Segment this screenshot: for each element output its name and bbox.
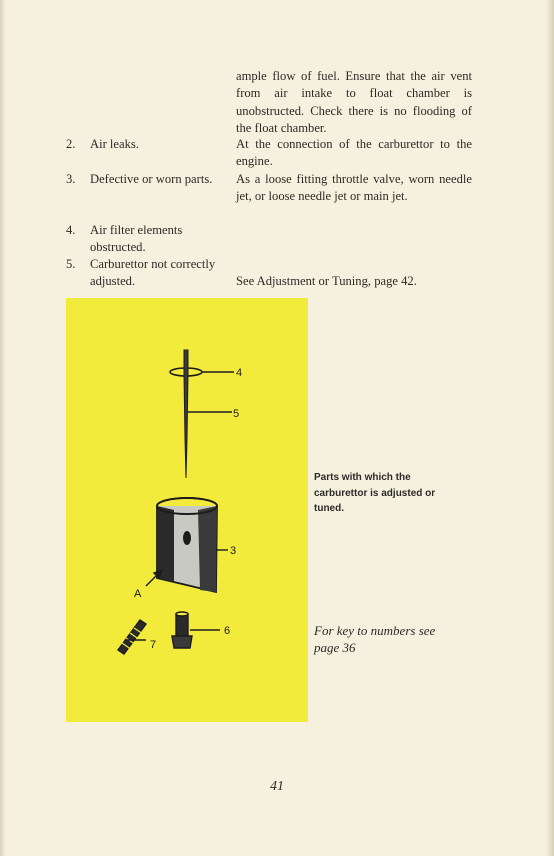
label-5: 5: [233, 408, 240, 420]
item-fault: Air filter elements obstructed.: [90, 223, 183, 255]
label-a: A: [134, 588, 142, 600]
item-number: 2.: [66, 137, 76, 151]
item-number: 4.: [66, 223, 76, 237]
label-3: 3: [230, 545, 237, 557]
label-4: 4: [236, 367, 243, 379]
carburettor-parts-illustration: [66, 298, 308, 722]
item-remedy: As a loose fitting throttle valve, worn needle jet, or loose needle jet or main jet.: [236, 172, 472, 204]
label-7: 7: [150, 639, 157, 651]
item-remedy: At the connection of the carburettor to the engine.: [236, 137, 472, 169]
page-left-edge: [0, 0, 6, 856]
carburettor-parts-figure: [66, 298, 308, 722]
page-number: 41: [270, 779, 284, 794]
throttle-valve-drawing: [157, 498, 217, 592]
page-right-edge: [546, 0, 554, 856]
item-fault: Carburettor not correctly adjusted.: [90, 257, 216, 289]
needle-jet-drawing: [172, 612, 192, 648]
label-6: 6: [224, 625, 231, 637]
item-remedy: See Adjustment or Tuning, page 42.: [236, 274, 417, 288]
item-fault: Defective or worn parts.: [90, 172, 213, 186]
item-number: 5.: [66, 257, 76, 271]
key-note: For key to numbers see page 36: [314, 623, 436, 655]
main-jet-drawing: [118, 620, 146, 654]
jet-needle-drawing: [184, 350, 188, 478]
figure-caption: Parts with which the carburettor is adjusted or tuned.: [314, 472, 436, 514]
item-number: 3.: [66, 172, 76, 186]
item-fault: Air leaks.: [90, 137, 139, 151]
continued-remedy-text: ample flow of fuel. Ensure that the air vent from air intake to float chamber is unobstructed. Check there is no flooding of the float chamber.: [236, 69, 472, 136]
